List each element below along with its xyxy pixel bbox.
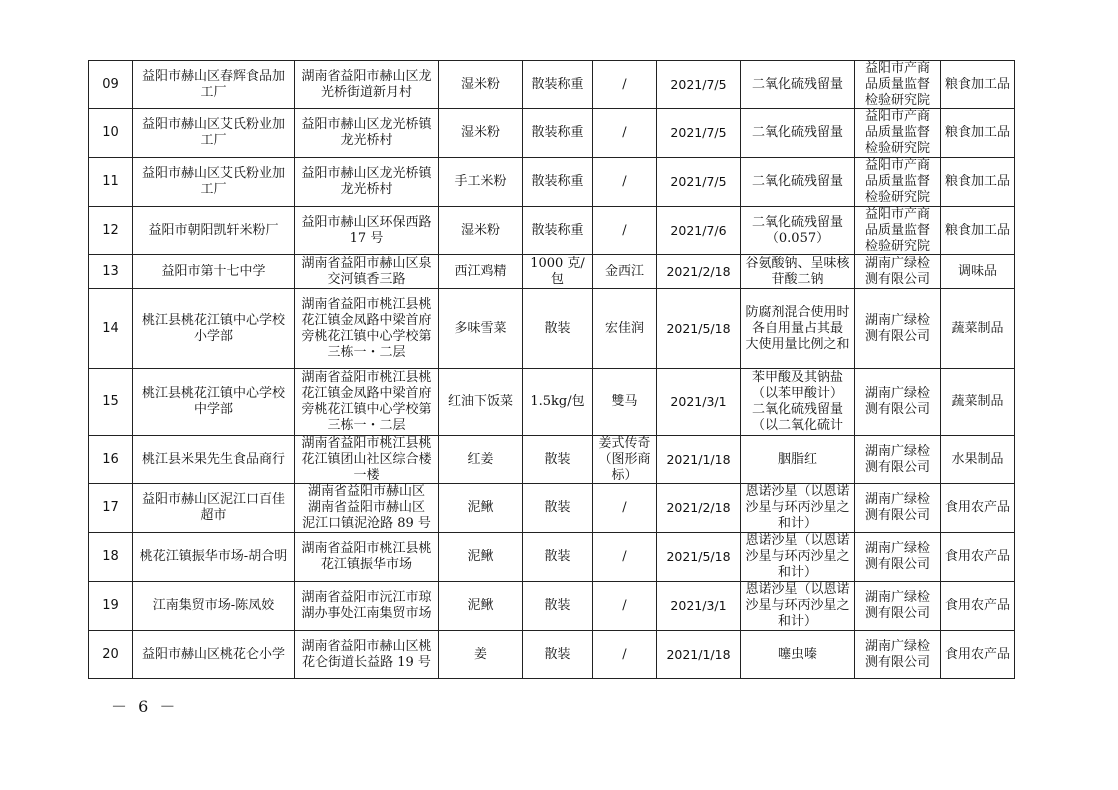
cell-sampled-unit-text: 益阳市赫山区泥江口百佳超市 xyxy=(141,492,285,523)
cell-failed-item-text: 噻虫嗪 xyxy=(777,646,817,662)
cell-sampled-unit-text: 桃江县桃花江镇中心学校中学部 xyxy=(141,386,285,417)
table-row xyxy=(89,436,1015,484)
cell-production-date-text: 2021/7/5 xyxy=(670,125,727,140)
cell-brand-text: 雙马 xyxy=(611,394,638,409)
cell-sampled-unit xyxy=(133,631,295,679)
cell-production-date-text: 2021/1/18 xyxy=(666,646,731,662)
cell-specification xyxy=(523,207,593,255)
cell-sequence-number xyxy=(89,436,133,484)
cell-brand-text: / xyxy=(622,646,627,662)
cell-product-name xyxy=(439,484,523,533)
cell-product-name xyxy=(439,158,523,207)
cell-testing-agency-text: 湖南广绿检测有限公司 xyxy=(864,492,930,523)
cell-failed-item-text: 恩诺沙星（以恩诺沙星与环丙沙星之和计） xyxy=(745,582,850,629)
cell-unit-address-text: 湖南省益阳市赫山区龙光桥街道新月村 xyxy=(301,68,432,100)
cell-sampled-unit-text: 益阳市赫山区艾氏粉业加工厂 xyxy=(141,117,285,148)
cell-failed-item xyxy=(741,369,855,436)
cell-failed-item xyxy=(741,436,855,484)
cell-specification-text: 散装 xyxy=(544,500,571,515)
cell-production-date-text: 2021/1/18 xyxy=(666,451,731,467)
cell-testing-agency xyxy=(855,369,941,436)
cell-testing-agency xyxy=(855,582,941,631)
cell-unit-address xyxy=(295,61,439,109)
cell-sequence-number xyxy=(89,61,133,109)
cell-sampled-unit-text: 桃江县米果先生食品商行 xyxy=(141,451,285,467)
cell-brand xyxy=(593,533,657,582)
cell-product-name-text: 湿米粉 xyxy=(460,222,500,238)
inspection-results-table xyxy=(88,60,1015,679)
cell-testing-agency xyxy=(855,109,941,158)
cell-production-date xyxy=(657,631,741,679)
cell-sequence-number-text: 15 xyxy=(102,394,119,409)
cell-specification-text: 散装称重 xyxy=(531,76,584,92)
cell-product-name xyxy=(439,369,523,436)
page-number: － 6 － xyxy=(111,697,179,716)
cell-food-category-text: 蔬菜制品 xyxy=(951,394,1004,409)
cell-brand xyxy=(593,582,657,631)
table-row xyxy=(89,158,1015,207)
cell-product-name-text: 姜 xyxy=(473,646,487,662)
cell-failed-item-text: 二氧化硫残留量 xyxy=(751,125,843,140)
cell-specification xyxy=(523,484,593,533)
cell-food-category-text: 食用农产品 xyxy=(945,500,1010,515)
cell-failed-item-text: 二氧化硫残留量 （0.057） xyxy=(751,214,843,246)
cell-testing-agency-text: 湖南广绿检测有限公司 xyxy=(864,386,930,417)
cell-product-name xyxy=(439,61,523,109)
cell-specification-text: 散装 xyxy=(544,598,571,613)
cell-brand-text: / xyxy=(622,76,627,92)
cell-sequence-number xyxy=(89,109,133,158)
cell-production-date xyxy=(657,158,741,207)
cell-product-name-text: 泥鳅 xyxy=(467,598,494,613)
cell-product-name xyxy=(439,289,523,369)
cell-food-category xyxy=(941,631,1015,679)
cell-sequence-number-text: 17 xyxy=(102,500,119,515)
cell-production-date xyxy=(657,109,741,158)
cell-failed-item-text: 胭脂红 xyxy=(777,451,817,467)
cell-product-name xyxy=(439,533,523,582)
cell-brand-text: / xyxy=(622,549,627,564)
cell-unit-address xyxy=(295,207,439,255)
table-row xyxy=(89,631,1015,679)
cell-product-name-text: 多味雪菜 xyxy=(454,320,507,336)
cell-brand xyxy=(593,255,657,289)
cell-testing-agency xyxy=(855,533,941,582)
cell-specification xyxy=(523,61,593,109)
cell-unit-address-text: 湖南省益阳市桃江县桃花江镇团山社区综合楼一楼 xyxy=(301,436,432,483)
cell-food-category-text: 食用农产品 xyxy=(945,646,1010,662)
cell-brand-text: / xyxy=(622,174,627,189)
cell-specification-text: 散装称重 xyxy=(531,222,584,238)
cell-production-date-text: 2021/7/6 xyxy=(670,222,727,238)
cell-product-name xyxy=(439,631,523,679)
cell-specification xyxy=(523,255,593,289)
cell-product-name xyxy=(439,207,523,255)
cell-failed-item-text: 谷氨酸钠、呈味核苷酸二钠 xyxy=(745,255,850,287)
cell-brand xyxy=(593,158,657,207)
cell-food-category xyxy=(941,158,1015,207)
cell-production-date xyxy=(657,61,741,109)
cell-specification-text: 散装 xyxy=(544,646,571,662)
cell-brand xyxy=(593,631,657,679)
cell-production-date xyxy=(657,533,741,582)
cell-production-date-text: 2021/5/18 xyxy=(666,549,731,564)
cell-production-date-text: 2021/3/1 xyxy=(670,598,727,613)
cell-specification xyxy=(523,158,593,207)
cell-food-category-text: 食用农产品 xyxy=(945,549,1010,564)
cell-brand-text: 姜式传奇（图形商标） xyxy=(598,436,651,483)
cell-brand-text: / xyxy=(622,500,627,515)
cell-production-date-text: 2021/7/5 xyxy=(670,76,727,92)
cell-product-name-text: 红油下饭菜 xyxy=(447,394,513,409)
table-row xyxy=(89,207,1015,255)
cell-unit-address-text: 益阳市赫山区龙光桥镇龙光桥村 xyxy=(301,166,432,197)
cell-production-date xyxy=(657,207,741,255)
cell-unit-address-text: 益阳市赫山区龙光桥镇龙光桥村 xyxy=(301,117,432,148)
cell-production-date xyxy=(657,369,741,436)
cell-sequence-number-text: 10 xyxy=(102,125,119,140)
cell-food-category xyxy=(941,533,1015,582)
cell-failed-item xyxy=(741,533,855,582)
cell-failed-item xyxy=(741,109,855,158)
table-row xyxy=(89,289,1015,369)
cell-production-date xyxy=(657,289,741,369)
cell-specification xyxy=(523,436,593,484)
cell-testing-agency-text: 益阳市产商品质量监督检验研究院 xyxy=(864,61,930,108)
cell-failed-item xyxy=(741,582,855,631)
cell-sequence-number xyxy=(89,369,133,436)
cell-product-name-text: 红姜 xyxy=(467,451,494,467)
cell-sequence-number xyxy=(89,484,133,533)
cell-failed-item-text: 苯甲酸及其钠盐（以苯甲酸计） 二氧化硫残留量（以二氧化硫计 xyxy=(751,370,843,433)
cell-unit-address-text: 湖南省益阳市赫山区桃花仑街道长益路 19 号 xyxy=(301,638,432,670)
cell-sequence-number xyxy=(89,582,133,631)
cell-failed-item xyxy=(741,207,855,255)
cell-unit-address xyxy=(295,582,439,631)
cell-sequence-number xyxy=(89,289,133,369)
cell-specification-text: 1000 克/包 xyxy=(530,255,585,287)
cell-sequence-number xyxy=(89,533,133,582)
cell-sequence-number xyxy=(89,158,133,207)
cell-product-name-text: 湿米粉 xyxy=(460,76,500,92)
cell-sequence-number-text: 09 xyxy=(102,76,119,92)
table-row xyxy=(89,484,1015,533)
cell-unit-address xyxy=(295,109,439,158)
cell-specification-text: 散装称重 xyxy=(531,125,584,140)
table-body xyxy=(89,61,1015,679)
cell-testing-agency xyxy=(855,436,941,484)
cell-testing-agency xyxy=(855,289,941,369)
cell-failed-item xyxy=(741,484,855,533)
cell-food-category-text: 水果制品 xyxy=(951,451,1004,467)
cell-sampled-unit xyxy=(133,255,295,289)
cell-brand xyxy=(593,369,657,436)
cell-food-category xyxy=(941,255,1015,289)
cell-specification-text: 散装 xyxy=(544,549,571,564)
cell-sequence-number-text: 13 xyxy=(102,263,119,279)
cell-sequence-number-text: 14 xyxy=(102,320,119,336)
cell-product-name-text: 湿米粉 xyxy=(460,125,500,140)
cell-sampled-unit-text: 桃花江镇振华市场-胡合明 xyxy=(139,549,288,564)
cell-failed-item xyxy=(741,255,855,289)
cell-testing-agency xyxy=(855,158,941,207)
cell-sampled-unit xyxy=(133,484,295,533)
cell-unit-address xyxy=(295,158,439,207)
cell-brand xyxy=(593,207,657,255)
cell-testing-agency xyxy=(855,207,941,255)
cell-product-name xyxy=(439,109,523,158)
cell-sequence-number-text: 11 xyxy=(102,174,119,189)
cell-specification xyxy=(523,289,593,369)
cell-sequence-number-text: 16 xyxy=(102,451,119,467)
cell-unit-address xyxy=(295,436,439,484)
cell-sampled-unit xyxy=(133,436,295,484)
cell-product-name-text: 泥鳅 xyxy=(467,549,494,564)
cell-sequence-number-text: 18 xyxy=(102,549,119,564)
cell-food-category xyxy=(941,436,1015,484)
cell-unit-address-text: 益阳市赫山区环保西路 17 号 xyxy=(301,214,432,246)
cell-unit-address-text: 湖南省益阳市赫山区 湖南省益阳市赫山区 泥江口镇泥沧路 89 号 xyxy=(302,484,431,531)
table-row xyxy=(89,255,1015,289)
cell-production-date xyxy=(657,484,741,533)
cell-sequence-number xyxy=(89,255,133,289)
cell-testing-agency-text: 湖南广绿检测有限公司 xyxy=(864,255,930,287)
cell-food-category-text: 粮食加工品 xyxy=(945,125,1010,140)
cell-testing-agency xyxy=(855,255,941,289)
cell-sampled-unit xyxy=(133,109,295,158)
cell-production-date-text: 2021/5/18 xyxy=(666,320,731,336)
cell-failed-item-text: 恩诺沙星（以恩诺沙星与环丙沙星之和计） xyxy=(745,484,850,531)
cell-sequence-number-text: 19 xyxy=(102,598,119,613)
cell-unit-address xyxy=(295,255,439,289)
cell-specification xyxy=(523,631,593,679)
cell-failed-item xyxy=(741,61,855,109)
cell-brand xyxy=(593,109,657,158)
cell-testing-agency-text: 益阳市产商品质量监督检验研究院 xyxy=(864,207,930,254)
cell-specification-text: 1.5kg/包 xyxy=(530,394,585,409)
cell-production-date-text: 2021/2/18 xyxy=(666,500,731,515)
cell-production-date xyxy=(657,436,741,484)
cell-testing-agency xyxy=(855,631,941,679)
table-row xyxy=(89,533,1015,582)
cell-failed-item xyxy=(741,158,855,207)
cell-product-name xyxy=(439,255,523,289)
cell-food-category xyxy=(941,109,1015,158)
cell-failed-item-text: 防腐剂混合使用时各自用量占其最 大使用量比例之和 xyxy=(745,304,850,352)
cell-product-name-text: 西江鸡精 xyxy=(454,263,507,279)
cell-food-category xyxy=(941,61,1015,109)
cell-sampled-unit-text: 桃江县桃花江镇中心学校小学部 xyxy=(141,312,285,344)
cell-unit-address-text: 湖南省益阳市桃江县桃花江镇金凤路中梁首府旁桃花江镇中心学校第三栋一・二层 xyxy=(301,370,432,433)
cell-unit-address xyxy=(295,369,439,436)
cell-specification-text: 散装称重 xyxy=(531,174,584,189)
cell-brand-text: / xyxy=(622,125,627,140)
cell-specification-text: 散装 xyxy=(544,451,571,467)
cell-production-date-text: 2021/3/1 xyxy=(670,394,727,409)
cell-unit-address xyxy=(295,484,439,533)
cell-production-date-text: 2021/7/5 xyxy=(670,174,727,189)
cell-failed-item-text: 恩诺沙星（以恩诺沙星与环丙沙星之和计） xyxy=(745,533,850,580)
cell-product-name-text: 泥鳅 xyxy=(467,500,494,515)
cell-brand-text: / xyxy=(622,598,627,613)
cell-food-category-text: 食用农产品 xyxy=(945,598,1010,613)
cell-failed-item xyxy=(741,631,855,679)
cell-sampled-unit xyxy=(133,61,295,109)
cell-food-category-text: 粮食加工品 xyxy=(945,76,1010,92)
cell-food-category xyxy=(941,369,1015,436)
cell-failed-item-text: 二氧化硫残留量 xyxy=(751,76,843,92)
cell-specification xyxy=(523,533,593,582)
cell-production-date xyxy=(657,255,741,289)
cell-product-name xyxy=(439,436,523,484)
cell-brand xyxy=(593,289,657,369)
cell-brand-text: 金西江 xyxy=(604,263,644,279)
table-row xyxy=(89,109,1015,158)
cell-production-date-text: 2021/2/18 xyxy=(666,263,731,279)
cell-specification xyxy=(523,109,593,158)
cell-testing-agency-text: 益阳市产商品质量监督检验研究院 xyxy=(864,158,930,205)
cell-unit-address-text: 湖南省益阳市赫山区泉交河镇香三路 xyxy=(301,255,432,287)
cell-unit-address xyxy=(295,631,439,679)
cell-specification xyxy=(523,369,593,436)
cell-failed-item-text: 二氧化硫残留量 xyxy=(751,174,843,189)
cell-testing-agency-text: 湖南广绿检测有限公司 xyxy=(864,590,930,621)
table-row xyxy=(89,61,1015,109)
cell-food-category xyxy=(941,289,1015,369)
cell-testing-agency-text: 湖南广绿检测有限公司 xyxy=(864,312,930,344)
cell-brand-text: / xyxy=(622,222,627,238)
cell-food-category-text: 粮食加工品 xyxy=(945,222,1010,238)
cell-testing-agency xyxy=(855,61,941,109)
cell-production-date xyxy=(657,582,741,631)
cell-sequence-number xyxy=(89,631,133,679)
cell-specification-text: 散装 xyxy=(544,320,571,336)
cell-sampled-unit xyxy=(133,369,295,436)
cell-sampled-unit xyxy=(133,533,295,582)
cell-sampled-unit xyxy=(133,289,295,369)
cell-sampled-unit-text: 益阳市赫山区春辉食品加工厂 xyxy=(141,68,285,100)
cell-food-category xyxy=(941,207,1015,255)
cell-sampled-unit-text: 益阳市赫山区桃花仑小学 xyxy=(141,646,285,662)
cell-food-category-text: 粮食加工品 xyxy=(945,174,1010,189)
cell-brand-text: 宏佳润 xyxy=(604,320,644,336)
cell-product-name-text: 手工米粉 xyxy=(454,174,507,189)
cell-failed-item xyxy=(741,289,855,369)
cell-sampled-unit-text: 益阳市赫山区艾氏粉业加工厂 xyxy=(141,166,285,197)
cell-sampled-unit xyxy=(133,207,295,255)
cell-sequence-number-text: 12 xyxy=(102,222,119,238)
cell-unit-address-text: 湖南省益阳市沅江市琼湖办事处江南集贸市场 xyxy=(301,590,432,621)
cell-brand xyxy=(593,61,657,109)
cell-food-category-text: 蔬菜制品 xyxy=(951,320,1004,336)
cell-food-category xyxy=(941,484,1015,533)
cell-sequence-number-text: 20 xyxy=(102,646,119,662)
cell-testing-agency-text: 益阳市产商品质量监督检验研究院 xyxy=(864,109,930,156)
cell-sampled-unit-text: 益阳市第十七中学 xyxy=(161,263,266,279)
cell-food-category xyxy=(941,582,1015,631)
cell-brand xyxy=(593,436,657,484)
cell-sampled-unit xyxy=(133,158,295,207)
table-row xyxy=(89,369,1015,436)
cell-product-name xyxy=(439,582,523,631)
cell-sampled-unit-text: 江南集贸市场-陈凤姣 xyxy=(152,598,275,613)
cell-specification xyxy=(523,582,593,631)
cell-unit-address-text: 湖南省益阳市桃江县桃花江镇金凤路中梁首府旁桃花江镇中心学校第三栋一・二层 xyxy=(301,296,432,360)
cell-unit-address xyxy=(295,289,439,369)
cell-unit-address xyxy=(295,533,439,582)
cell-testing-agency-text: 湖南广绿检测有限公司 xyxy=(864,541,930,572)
cell-food-category-text: 调味品 xyxy=(957,263,997,279)
cell-sequence-number xyxy=(89,207,133,255)
cell-testing-agency-text: 湖南广绿检测有限公司 xyxy=(864,443,930,475)
table-row xyxy=(89,582,1015,631)
cell-brand xyxy=(593,484,657,533)
cell-sampled-unit-text: 益阳市朝阳凯轩米粉厂 xyxy=(148,222,279,238)
cell-testing-agency xyxy=(855,484,941,533)
cell-unit-address-text: 湖南省益阳市桃江县桃花江镇振华市场 xyxy=(301,541,432,572)
cell-testing-agency-text: 湖南广绿检测有限公司 xyxy=(864,638,930,670)
cell-sampled-unit xyxy=(133,582,295,631)
